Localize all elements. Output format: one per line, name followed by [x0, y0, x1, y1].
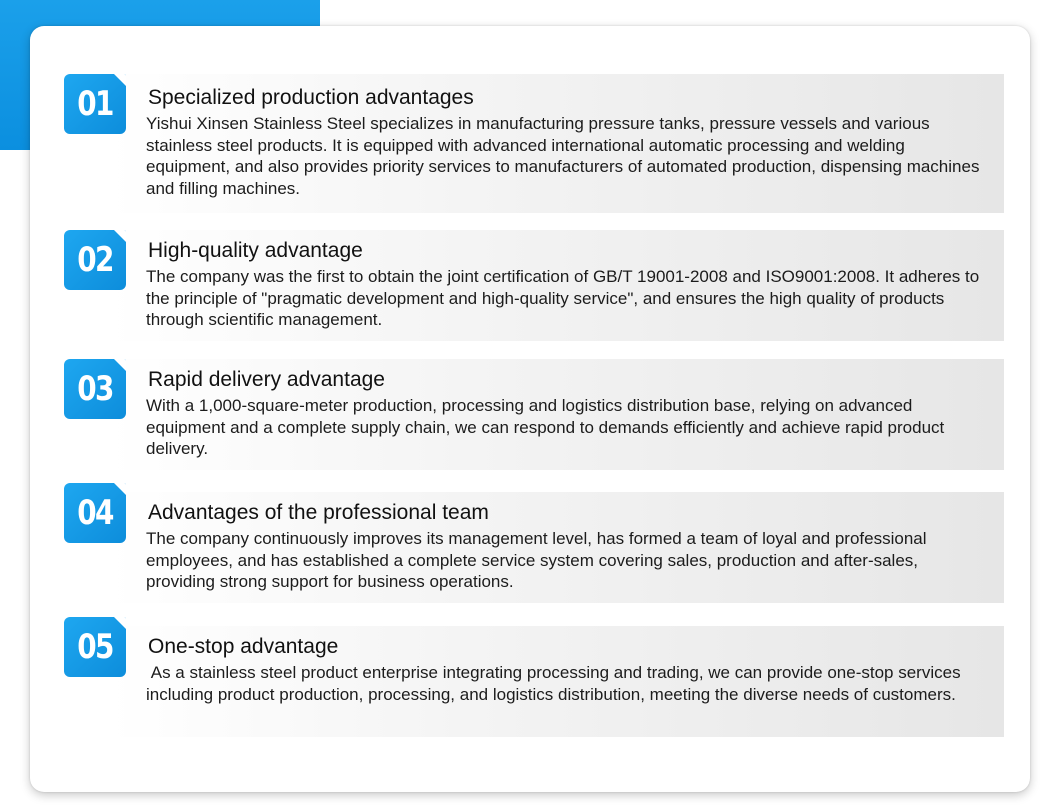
- advantage-title: High-quality advantage: [148, 239, 363, 262]
- advantage-item-04: [64, 483, 1004, 603]
- advantage-item-01: [64, 74, 1004, 213]
- advantage-title: Advantages of the professional team: [148, 501, 489, 524]
- advantage-description: Yishui Xinsen Stainless Steel specializes in manufacturing pressure tanks, pressure vessels and various stainless steel products. It is equipped with advanced international automatic processing and welding equipment, and also provides priority services to manufacturers of automated production, dispensing machines and filling machines.: [146, 114, 985, 198]
- advantage-item-02: [64, 230, 1004, 341]
- advantage-title: Specialized production advantages: [148, 86, 474, 109]
- number-badge: [64, 230, 126, 290]
- number-badge: [64, 617, 126, 677]
- advantage-title: One-stop advantage: [148, 635, 339, 658]
- badge-number: 01: [77, 84, 113, 124]
- badge-number: 04: [77, 493, 113, 533]
- advantage-description: With a 1,000-square-meter production, processing and logistics distribution base, relying on advanced equipment and a complete supply chain, we can respond to demands efficiently and achieve rapid product delivery.: [146, 396, 949, 458]
- badge-number: 03: [77, 369, 113, 409]
- advantage-title: Rapid delivery advantage: [148, 368, 385, 391]
- number-badge: [64, 74, 126, 134]
- badge-number: 05: [77, 627, 113, 667]
- number-badge: [64, 359, 126, 419]
- advantage-description: As a stainless steel product enterprise integrating processing and trading, we can provide one-stop services including product production, processing, and logistics distribution, meeting the diverse needs of customers.: [146, 663, 966, 704]
- advantage-description: The company was the first to obtain the joint certification of GB/T 19001-2008 and ISO9001:2008. It adheres to the principle of "pragmatic development and high-quality service", and ensures the high quality of products through scientific management.: [146, 267, 984, 329]
- number-badge: [64, 483, 126, 543]
- advantage-item-03: [64, 359, 1004, 470]
- advantage-description: The company continuously improves its management level, has formed a team of loyal and professional employees, and has established a complete service system covering sales, production and after-sales, providing strong support for business operations.: [146, 529, 932, 591]
- advantage-item-05: [64, 617, 1004, 737]
- badge-number: 02: [77, 240, 113, 280]
